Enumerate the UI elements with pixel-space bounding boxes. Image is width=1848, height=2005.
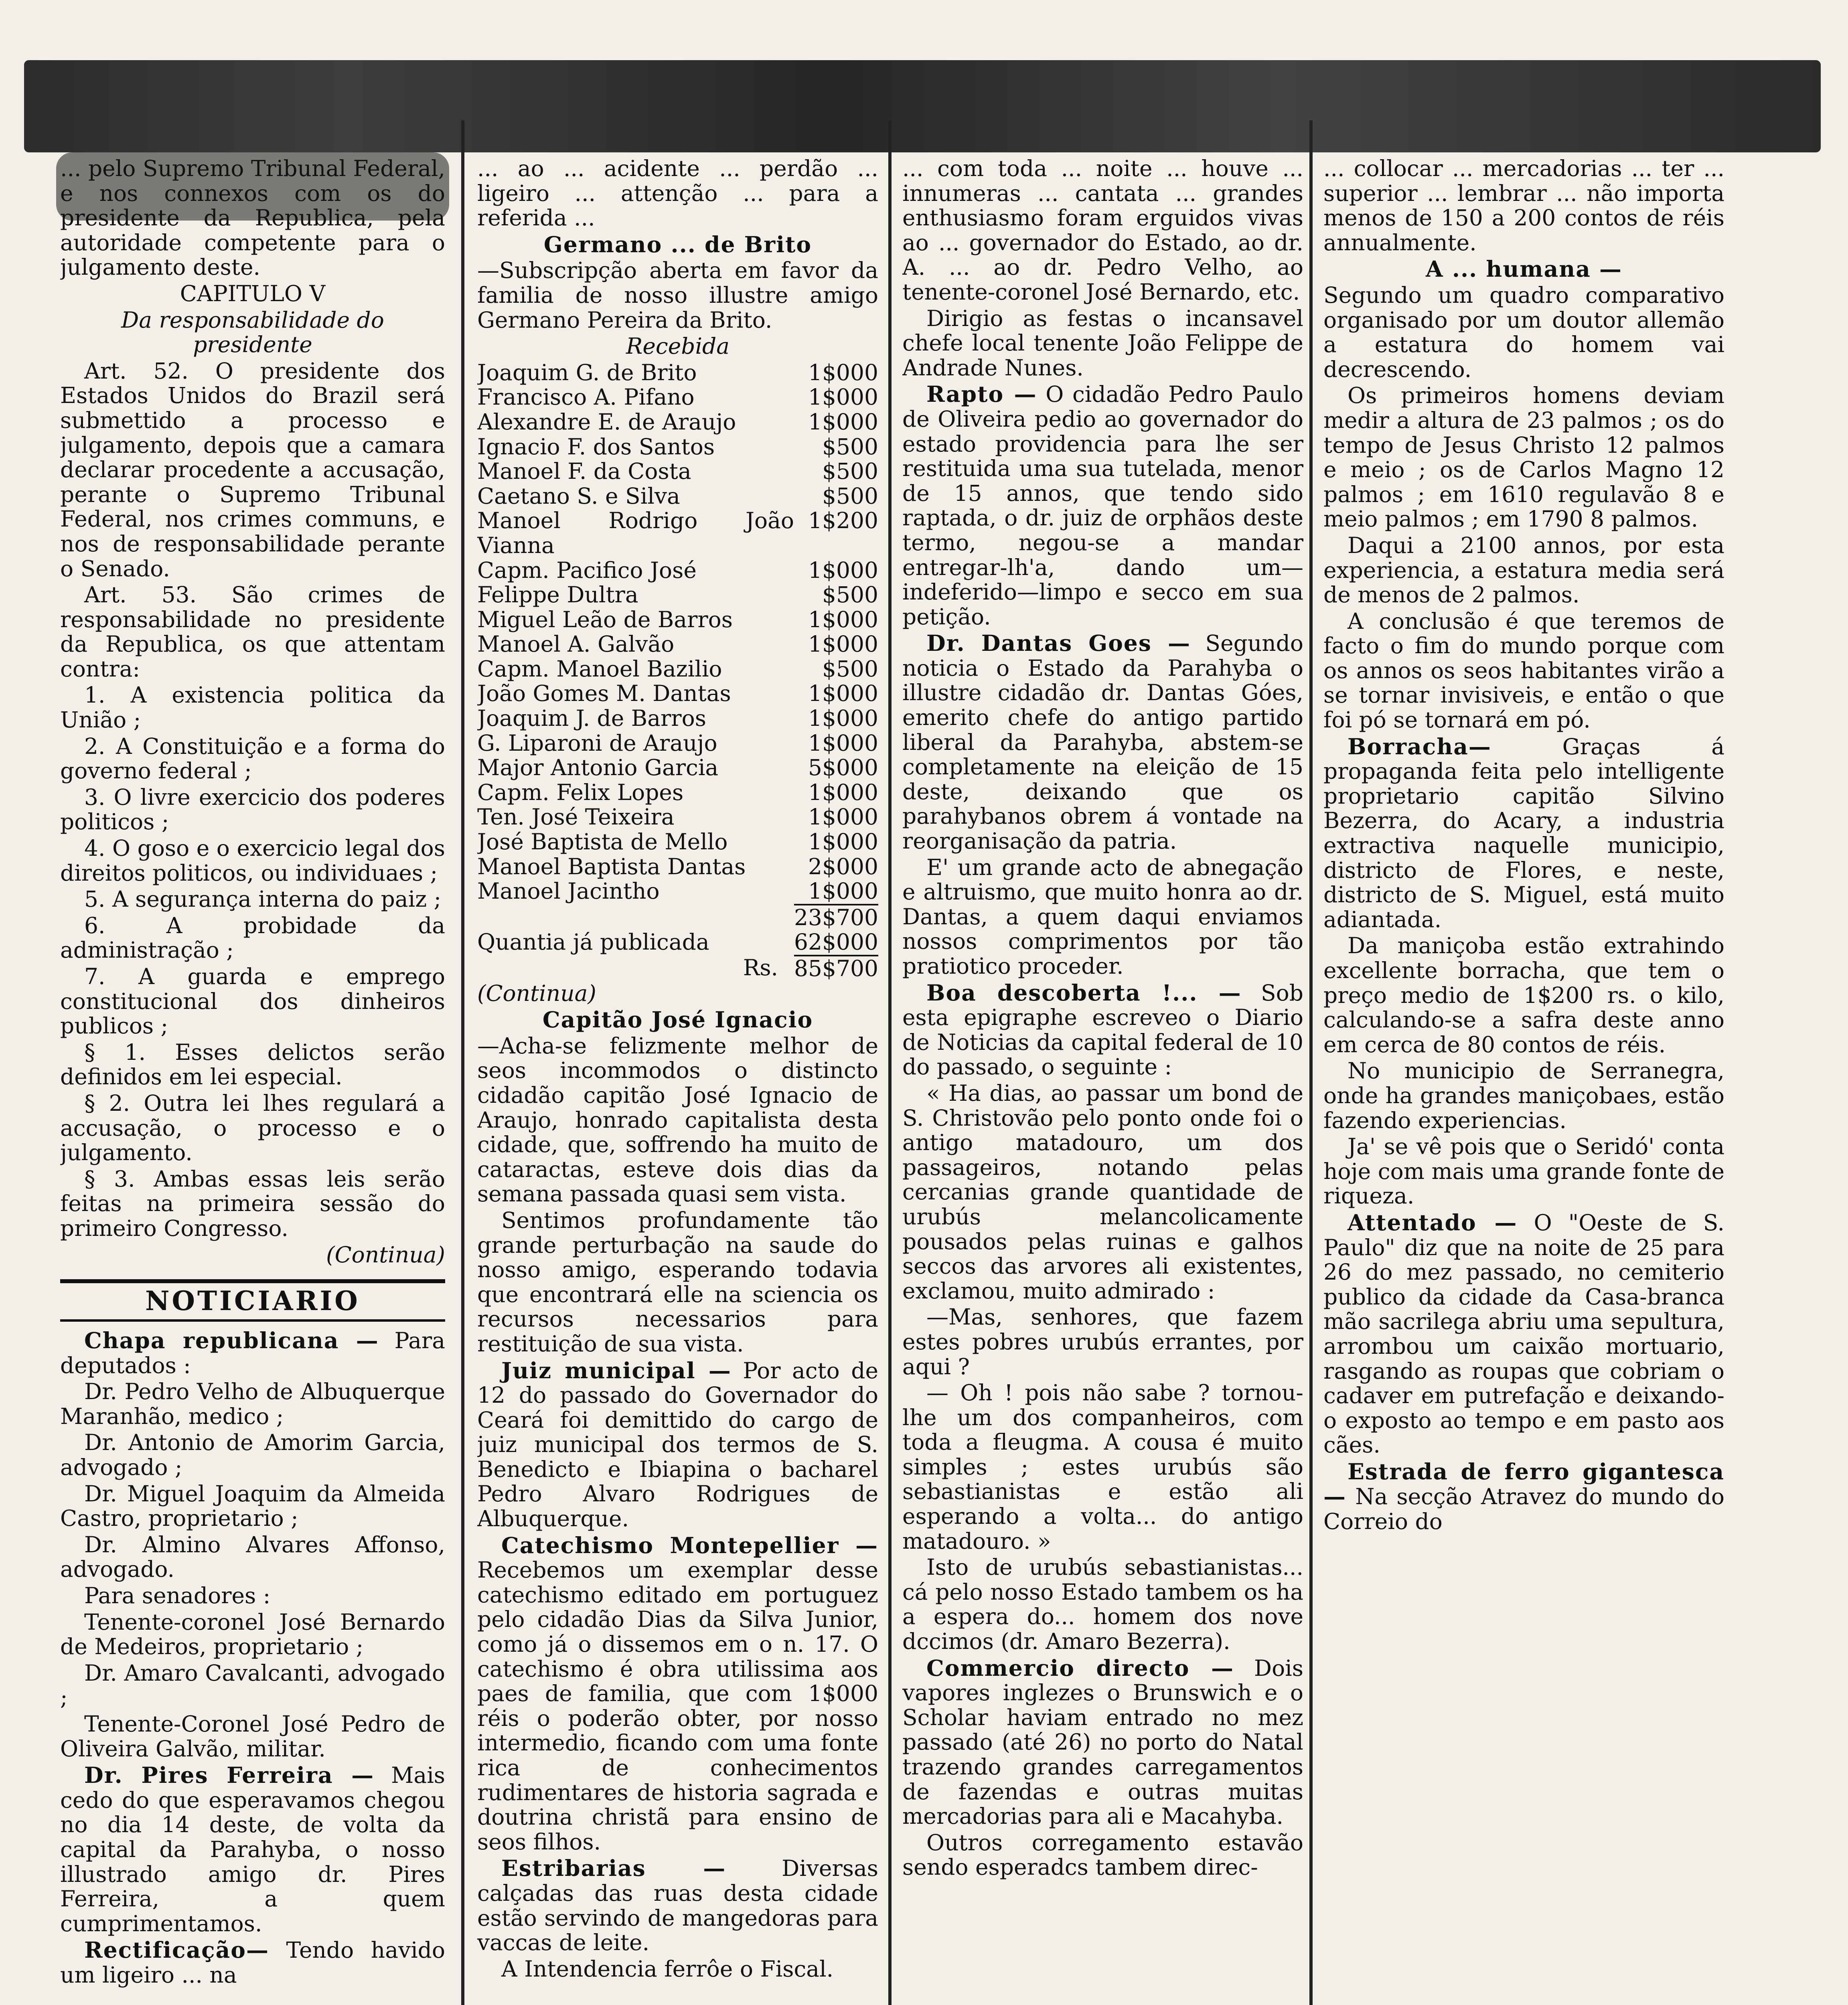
- article-item: § 3. Ambas essas leis serão feitas na primeira sessão do primeiro Congresso.: [60, 1166, 445, 1241]
- chapter-label: CAPITULO V: [180, 280, 326, 306]
- news-text: Segundo noticia o Estado da Parahyba o illustre cidadão dr. Dantas Góes, emerito chefe do antigo partido liberal da Parahyba, abstem-se completamente na eleição de 15 deste, deixando que os parahybanos obrem á vontade na reorganisação da patria.: [902, 630, 1303, 854]
- donation-value: $500: [822, 582, 878, 608]
- donor-name: Francisco A. Pifano: [477, 384, 695, 410]
- table-row: [477, 459, 878, 484]
- subtotal-row: [477, 905, 878, 930]
- news-headline: Attentado —: [1348, 1209, 1518, 1235]
- donation-value: 2$000: [808, 853, 878, 879]
- donation-value: 1$000: [808, 779, 878, 805]
- news-text: —Acha-se felizmente melhor de seos incommodos o distincto cidadão capitão José Ignacio de Araujo, honrado capitalista desta cidade, que, soffrendo ha muito de cataractas, esteve dois dias da semana passada quasi sem vista.: [477, 1033, 878, 1207]
- table-row: [477, 508, 878, 558]
- donation-value: $500: [822, 458, 878, 484]
- total-label: Rs.: [743, 955, 778, 980]
- masthead-smudged: [24, 60, 1821, 152]
- table-row: [477, 755, 878, 780]
- news-text: Dirigio as festas o incansavel chefe local tenente João Felippe de Andrade Nunes.: [902, 305, 1303, 381]
- total-row: [477, 956, 878, 981]
- news-text: A conclusão é que teremos de facto o fim do mundo porque com os annos os seos habitantes virão a se tornar invisiveis, e então o que foi pó se tornará em pó.: [1323, 608, 1724, 733]
- news-headline: Dr. Pires Ferreira —: [84, 1762, 375, 1788]
- donor-name: Manoel A. Galvão: [477, 631, 675, 657]
- news-text: Dr. Amaro Cavalcanti, advogado ;: [60, 1660, 445, 1711]
- news-text: Ja' se vê pois que o Seridó' conta hoje com mais uma grande fonte de riqueza.: [1323, 1134, 1724, 1209]
- news-text: Sentimos profundamente tão grande perturbação na saude do nosso amigo, esperando todavia que encontrará elle na sciencia os recursos necessarios para restituição de sua vista.: [477, 1207, 878, 1357]
- news-text: Por acto de 12 do passado do Governador do Ceará foi demittido do cargo de juiz municipal dos termos de S. Benedicto e Ibiapina o bacharel Pedro Alvaro Rodrigues de Albuquerque.: [477, 1357, 878, 1532]
- donor-name: Caetano S. e Silva: [477, 483, 680, 509]
- news-text: Mais cedo do que esperavamos chegou no dia 14 deste, de volta da capital da Parahyba, o nosso illustrado amigo dr. Pires Ferreira, a quem cumprimentamos.: [60, 1762, 445, 1936]
- news-text: Recebemos um exemplar desse catechismo editado em portuguez pelo cidadão Dias da Silva Junior, como já o dissemos em o n. 17. O catechismo é obra utilissima aos paes de familia, que com 1$000 réis o poderão obter, por nosso intermedio, ficando com uma fonte rica de conhecimentos rudimentares de historia sagrada e doutrina christã para ensino de seos filhos.: [477, 1557, 878, 1855]
- donation-value: 1$000: [808, 804, 878, 830]
- news-text: Dois vapores inglezes o Brunswich e o Scholar haviam entrado no mez passado (até 26) no porto do Natal trazendo grandes carregamentos de fazendas e outras muitas mercadorias para ali e Macahyba.: [902, 1655, 1303, 1829]
- news-text: Dr. Antonio de Amorim Garcia, advogado ;: [60, 1430, 445, 1480]
- news-text: Dr. Miguel Joaquim da Almeida Castro, proprietario ;: [60, 1480, 445, 1531]
- donor-name: Ignacio F. dos Santos: [477, 433, 715, 460]
- donation-value: 1$000: [808, 730, 878, 756]
- news-headline: Estrada de ferro gigantesca—: [1323, 1458, 1724, 1510]
- news-headline: Commercio directo —: [926, 1655, 1234, 1681]
- news-headline: Dr. Dantas Goes —: [926, 630, 1191, 656]
- section-title-noticiario: NOTICIARIO: [60, 1279, 445, 1322]
- article-item: § 2. Outra lei lhes regulará a accusação, o processo e o julgamento.: [60, 1090, 445, 1166]
- table-row: [477, 385, 878, 410]
- donor-name: Capm. Felix Lopes: [477, 779, 684, 805]
- donor-name: Miguel Leão de Barros: [477, 606, 733, 632]
- continua-note: (Continua): [326, 1241, 445, 1268]
- news-text: Para senadores :: [84, 1582, 271, 1608]
- news-headline: Juiz municipal —: [501, 1357, 732, 1383]
- subscription-lead: —Subscripção aberta em favor da familia de nosso illustre amigo Germano Pereira da Brito.: [477, 257, 878, 333]
- table-row: [477, 484, 878, 509]
- table-row: [477, 879, 878, 905]
- news-text: Diversas calçadas das ruas desta cidade estão servindo de mangedoras para vaccas de leite.: [477, 1855, 878, 1956]
- donor-name: Manoel Rodrigo João Vianna: [477, 508, 794, 558]
- donor-name: G. Liparoni de Araujo: [477, 730, 717, 756]
- news-text: Da maniçoba estão extrahindo excellente borracha, que tem o preço medio de 1$200 rs. o kilo, calculando-se a safra deste anno em cerca de 80 contos de réis.: [1323, 933, 1724, 1057]
- news-text: E' um grande acto de abnegação e altruismo, que muito honra ao dr. Dantas, a quem daqui enviamos nossos comprimentos por tão pratiotico proceder.: [902, 854, 1303, 979]
- article-paragraph: Art. 53. São crimes de responsabilidade no presidente da Republica, os que attentam contra:: [60, 582, 445, 682]
- table-row: [477, 583, 878, 608]
- table-row: [477, 608, 878, 632]
- donation-value: 1$000: [808, 631, 878, 657]
- news-text: —Mas, senhores, que fazem estes pobres urubús errantes, por aqui ?: [902, 1304, 1303, 1379]
- article-item: 1. A existencia politica da União ;: [60, 682, 445, 733]
- donation-value: $500: [822, 433, 878, 460]
- news-text: Dr. Pedro Velho de Albuquerque Maranhão, medico ;: [60, 1379, 445, 1429]
- news-headline: Estribarias —: [501, 1855, 726, 1881]
- column-intro: ... pelo Supremo Tribunal Federal, e nos connexos com os do presidente da Republica, pela autoridade competente para o julgamento deste.: [60, 156, 445, 280]
- news-headline: Borracha—: [1348, 733, 1491, 759]
- article-item: 5. A segurança interna do paiz ;: [84, 886, 442, 912]
- donor-name: Major Antonio Garcia: [477, 755, 719, 781]
- news-text: Dr. Almino Alvares Affonso, advogado.: [60, 1531, 445, 1582]
- article-paragraph: Art. 52. O presidente dos Estados Unidos do Brazil será submettido a processo e julgamento, depois que a camara declarar procedente a accusação, perante o Supremo Tribunal Federal, nos crimes communs, e nos de responsabilidade perante o Senado.: [60, 358, 445, 581]
- received-label: Recebida: [626, 333, 730, 359]
- news-text: Daqui a 2100 annos, por esta experiencia, a estatura media será de menos de 2 palmos.: [1323, 532, 1724, 608]
- article-item: 2. A Constituição e a forma do governo federal ;: [60, 733, 445, 784]
- news-text: Segundo um quadro comparativo organisado por um doutor allemão a estatura do homem vai decrescendo.: [1323, 282, 1724, 382]
- table-row: [477, 780, 878, 805]
- published-row: [477, 930, 878, 956]
- table-row: [477, 410, 878, 435]
- news-text: Graças á propaganda feita pelo intelligente proprietario capitão Silvino Bezerra, do Acary, a industria extractiva naquelle municipio, districto de Flores, e neste, districto de S. Miguel, está muito adiantada.: [1323, 733, 1724, 932]
- continua-note: (Continua): [477, 980, 596, 1006]
- news-text: Sob esta epigraphe escreveo o Diario de Noticias da capital federal de 10 do passado, o seguinte :: [902, 980, 1303, 1080]
- table-row: [477, 731, 878, 756]
- donor-name: Joaquim G. de Brito: [477, 359, 697, 385]
- donation-value: 1$000: [808, 606, 878, 632]
- chapter-title: Da responsabilidade do presidente: [121, 307, 384, 358]
- news-text: No municipio de Serranegra, onde ha grandes maniçobaes, estão fazendo experiencias.: [1323, 1058, 1724, 1133]
- news-text: Os primeiros homens deviam medir a altura de 23 palmos ; os do tempo de Jesus Christo 12 palmos e meio ; os de Carlos Magno 12 palmos ; em 1610 regulavão 8 e meio palmos ; em 1790 8 palmos.: [1323, 383, 1724, 532]
- donation-value: $500: [822, 656, 878, 682]
- donor-name: Joaquim J. de Barros: [477, 705, 706, 731]
- donation-value: 1$000: [808, 705, 878, 731]
- total-value: 85$700: [794, 956, 878, 981]
- news-text: Tendo havido um ligeiro ... na: [60, 1937, 445, 1988]
- news-headline: Rectificação—: [84, 1937, 269, 1963]
- donation-value: 1$000: [808, 359, 878, 385]
- table-row: [477, 830, 878, 855]
- donation-value: 1$000: [808, 409, 878, 435]
- table-row: [477, 681, 878, 706]
- donor-name: Manoel Jacintho: [477, 878, 660, 904]
- news-text: Outros corregamento estavão sendo esperadcs tambem direc-: [902, 1829, 1303, 1880]
- news-text: O "Oeste de S. Paulo" diz que na noite de 25 para 26 do mez passado, no cemiterio publico da cidade da Casa-branca mão sacrilega abriu uma sepultura, arrombou um caixão mortuario, rasgando as roupas que cobriam o cadaver em putrefação e deixando-o exposto ao tempo e em pasto aos cães.: [1323, 1209, 1724, 1458]
- table-row: [477, 657, 878, 682]
- column-2: [477, 156, 878, 2005]
- news-headline: A ... humana —: [1426, 256, 1622, 282]
- donation-value: 1$200: [808, 508, 878, 534]
- donation-value: 1$000: [808, 384, 878, 410]
- donor-name: Manoel Baptista Dantas: [477, 853, 746, 879]
- news-headline: Boa descoberta !... —: [926, 979, 1242, 1006]
- news-text: Na secção Atravez do mundo do Correio do: [1323, 1484, 1724, 1535]
- article-item: § 1. Esses delictos serão definidos em lei especial.: [60, 1039, 445, 1090]
- column-intro: ... ao ... acidente ... perdão ... ligeiro ... attenção ... para a referida ...: [477, 156, 878, 231]
- article-item: 7. A guarda e emprego constitucional dos dinheiros publicos ;: [60, 964, 445, 1039]
- article-item: 6. A probidade da administração ;: [60, 912, 445, 963]
- column-3: [902, 156, 1303, 2005]
- donation-value: $500: [822, 483, 878, 509]
- column-4: [1323, 156, 1724, 2005]
- column-rule: [461, 120, 464, 2005]
- donor-name: João Gomes M. Dantas: [477, 680, 731, 707]
- news-headline: Chapa republicana —: [84, 1327, 379, 1354]
- news-text: — Oh ! pois não sabe ? tornou-lhe um dos companheiros, com toda a fleugma. A cousa é muito simples ; estes urubús são sebastianistas e estão ali esperando a volta... do antigo matadouro. »: [902, 1380, 1303, 1554]
- donation-value: 1$000: [808, 829, 878, 855]
- table-row: [477, 632, 878, 657]
- news-headline: Rapto —: [926, 381, 1037, 407]
- column-intro: ... collocar ... mercadorias ... ter ... superior ... lembrar ... não importa menos de 150 a 200 contos de réis annualmente.: [1323, 156, 1724, 255]
- column-rule: [888, 120, 892, 2005]
- donor-name: Manoel F. da Costa: [477, 458, 691, 484]
- table-row: [477, 558, 878, 583]
- donation-value: 1$000: [808, 680, 878, 707]
- donation-value: 1$000: [808, 557, 878, 583]
- news-text: Tenente-Coronel José Pedro de Oliveira Galvão, militar.: [60, 1711, 445, 1762]
- published-label: Quantia já publicada: [477, 929, 709, 955]
- news-text: Para deputados :: [60, 1328, 445, 1378]
- news-headline: Capitão José Ignacio: [542, 1007, 813, 1033]
- donor-name: Capm. Pacifico José: [477, 557, 697, 583]
- donation-value: 5$000: [808, 755, 878, 781]
- donation-value: 1$000: [794, 879, 878, 905]
- subtotal-value: 23$700: [794, 904, 878, 930]
- news-headline: Catechismo Montepellier —: [501, 1532, 878, 1558]
- article-item: 3. O livre exercicio dos poderes politicos ;: [60, 784, 445, 835]
- column-rule: [1309, 120, 1313, 2005]
- subscription-title: Germano ... de Brito: [543, 231, 812, 257]
- donor-name: Alexandre E. de Araujo: [477, 409, 736, 435]
- donor-name: José Baptista de Mello: [477, 829, 728, 855]
- news-text: O cidadão Pedro Paulo de Oliveira pedio ao governador do estado providencia para lhe ser restituida uma sua tutelada, menor de 15 annos, que tendo sido raptada, o dr. juiz de orphãos deste termo, negou-se a mandar entregar-lh'a, dando um—indeferido—limpo e secco em sua petição.: [902, 381, 1303, 630]
- article-item: 4. O goso e o exercicio legal dos direitos politicos, ou individuaes ;: [60, 835, 445, 886]
- donor-name: Ten. José Teixeira: [477, 804, 675, 830]
- table-row: [477, 435, 878, 460]
- table-row: [477, 805, 878, 830]
- news-text: A Intendencia ferrôe o Fiscal.: [501, 1956, 834, 1982]
- published-value: 62$000: [794, 929, 878, 955]
- news-text: « Ha dias, ao passar um bond de S. Christovão pelo ponto onde foi o antigo matadouro, um dos passageiros, notando pelas cercanias grande quantidade de urubús melancolicamente pousados pelas ruinas e galhos seccos das arvores ali existentes, exclamou, muito admirado :: [902, 1080, 1303, 1304]
- donor-name: Capm. Manoel Bazilio: [477, 656, 722, 682]
- donor-name: Felippe Dultra: [477, 582, 638, 608]
- news-text: Tenente-coronel José Bernardo de Medeiros, proprietario ;: [60, 1609, 445, 1660]
- donation-table: [477, 360, 878, 981]
- table-row: [477, 855, 878, 879]
- column-1: [60, 156, 445, 2005]
- column-intro: ... com toda ... noite ... houve ... innumeras ... cantata ... grandes enthusiasmo foram erguidos vivas ao ... governador do Estado, ao dr. A. ... ao dr. Pedro Velho, ao tenente-coronel José Bernardo, etc.: [902, 156, 1303, 305]
- table-row: [477, 706, 878, 731]
- table-row: [477, 360, 878, 385]
- news-text: Isto de urubús sebastianistas... cá pelo nosso Estado tambem os ha a espera do... homem dos nove dccimos (dr. Amaro Bezerra).: [902, 1554, 1303, 1655]
